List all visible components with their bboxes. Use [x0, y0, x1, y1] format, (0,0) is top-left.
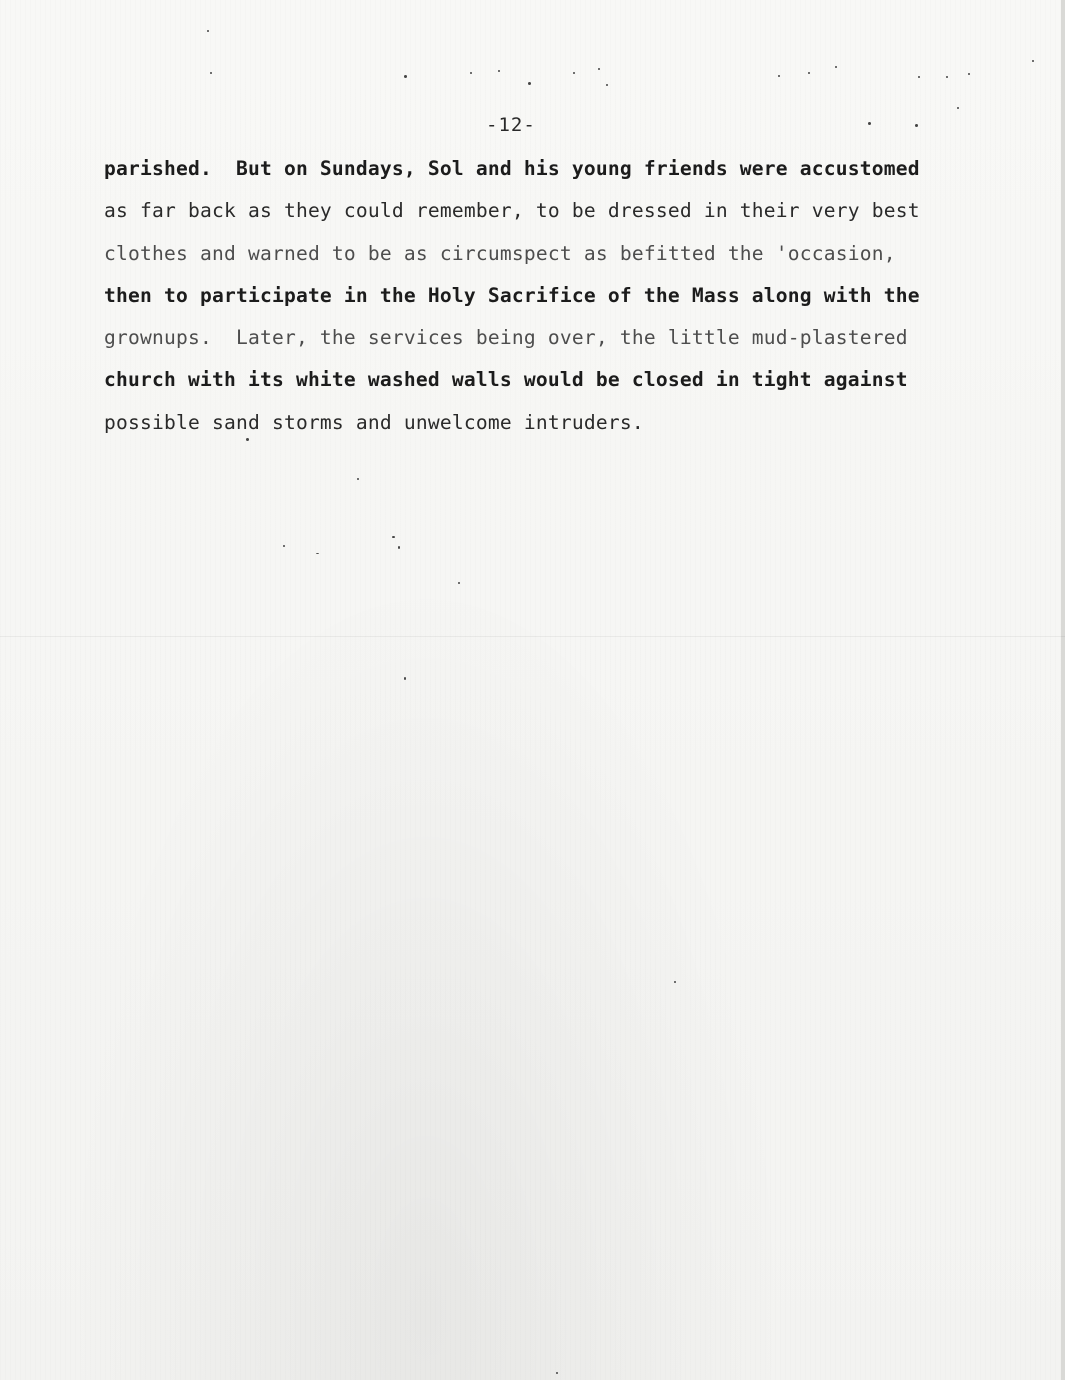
ink-speck: [528, 82, 531, 85]
ink-speck: [357, 478, 359, 480]
ink-speck: [1032, 60, 1034, 62]
ink-speck: [946, 76, 948, 78]
paragraph-line: clothes and warned to be as circumspect as befitted the 'occasion,: [104, 241, 896, 265]
paragraph-line: then to participate in the Holy Sacrifice of the Mass along with the: [104, 283, 920, 307]
ink-speck: [404, 677, 406, 680]
ink-speck: [207, 30, 209, 32]
ink-speck: [835, 66, 837, 68]
ink-speck: [918, 76, 920, 78]
ink-speck: [470, 72, 472, 74]
paragraph-line: church with its white washed walls would be closed in tight against: [104, 368, 908, 392]
paragraph-line: grownups. Later, the services being over, the little mud-plastered: [104, 326, 908, 350]
ink-speck: [398, 546, 400, 549]
ink-speck: [458, 582, 460, 584]
ink-speck: [210, 72, 212, 74]
ink-speck: [598, 68, 600, 70]
ink-speck: [283, 545, 285, 547]
body-paragraph: [104, 152, 1004, 448]
ink-speck: [808, 72, 810, 74]
ink-speck: [316, 553, 319, 554]
paragraph-line: as far back as they could remember, to be dressed in their very best: [104, 199, 920, 223]
ink-speck: [778, 75, 780, 77]
ink-speck: [498, 70, 500, 72]
paragraph-line: parished. But on Sundays, Sol and his young friends were accustomed: [104, 157, 920, 180]
ink-speck: [556, 1372, 558, 1374]
ink-speck: [674, 981, 676, 983]
ink-speck: [957, 107, 959, 109]
ink-speck: [968, 73, 970, 75]
ink-speck: [404, 75, 407, 78]
ink-speck: [915, 124, 918, 127]
paper-edge: [1061, 0, 1065, 1380]
paper-fold-line: [0, 636, 1065, 637]
paragraph-line: possible sand storms and unwelcome intruders.: [104, 410, 644, 434]
ink-speck: [868, 122, 871, 125]
page-number: -12-: [486, 114, 536, 136]
ink-speck: [606, 84, 608, 86]
ink-speck: [573, 72, 575, 74]
ink-speck: [392, 536, 395, 538]
